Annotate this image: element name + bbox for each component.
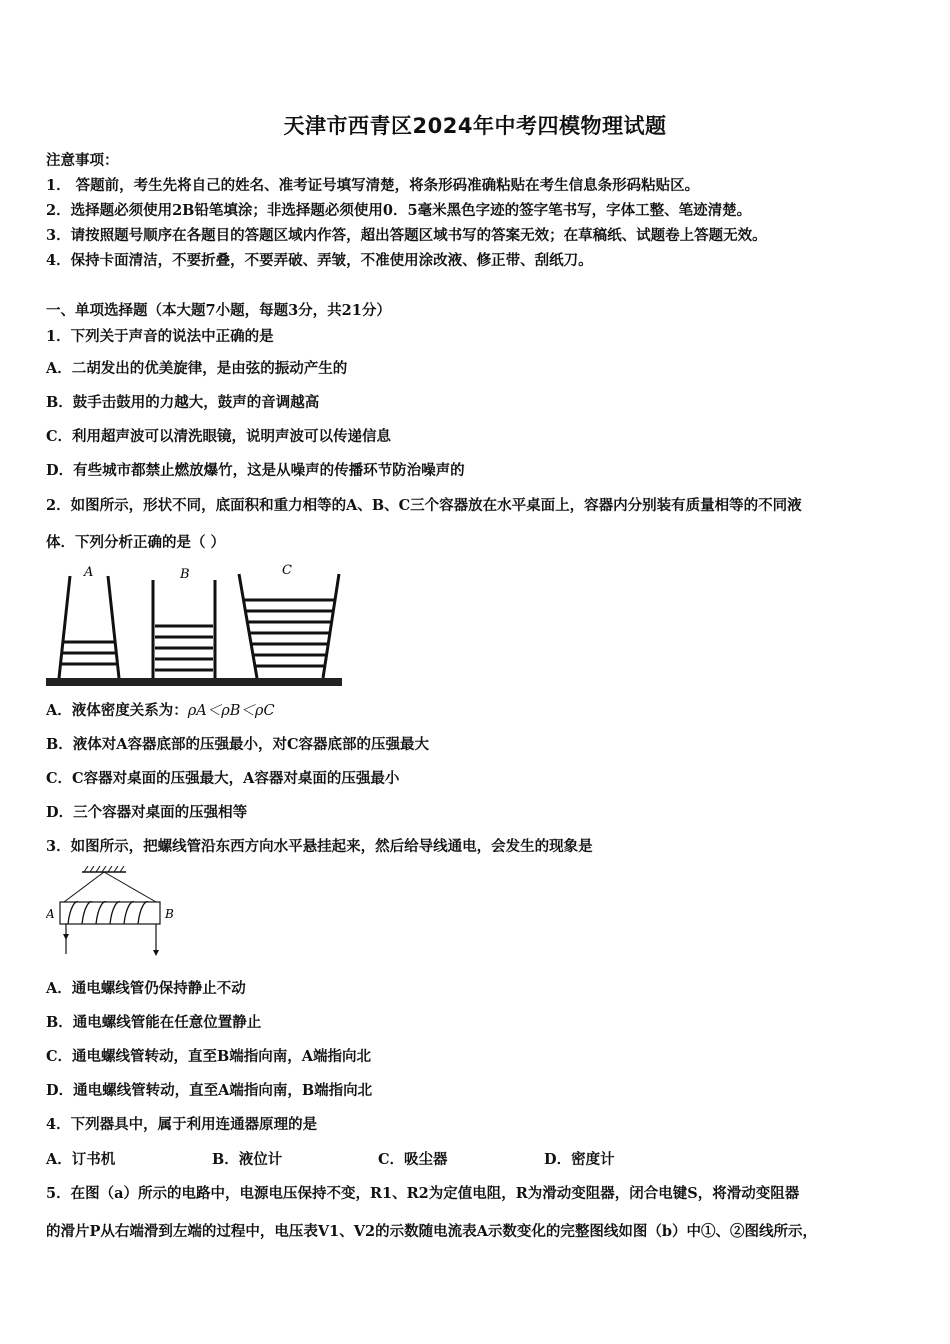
answer-option: D．通电螺线管转动，直至A端指向南，B端指向北 (46, 1082, 373, 1099)
containers-figure (46, 562, 342, 688)
answer-option: C．吸尘器 (378, 1151, 448, 1168)
answer-option: B．液位计 (212, 1151, 283, 1168)
answer-option (46, 701, 275, 721)
answer-option: A．二胡发出的优美旋律，是由弦的振动产生的 (46, 360, 348, 377)
notice-heading: 注意事项： (46, 152, 119, 169)
notice-item: 3．请按照题号顺序在各题目的答题区域内作答，超出答题区域书写的答案无效；在草稿纸、试题卷上答题无效。 (46, 227, 767, 244)
answer-option: A．通电螺线管仍保持静止不动 (46, 980, 246, 997)
end-a-label: A (46, 907, 55, 921)
page-title: 天津市西青区2024年中考四模物理试题 (283, 114, 667, 138)
answer-option: B．通电螺线管能在任意位置静止 (46, 1014, 262, 1031)
container-b (153, 580, 215, 678)
density-relation: ρA＜ρB＜ρC (187, 703, 275, 719)
answer-options-row (46, 1150, 615, 1170)
container-c-label: C (282, 563, 292, 578)
option-prefix: A．液体密度关系为： (46, 702, 188, 719)
section-heading: 一、单项选择题（本大题7小题，每题3分，共21分） (46, 302, 391, 319)
answer-option: A．订书机 (46, 1151, 116, 1168)
container-a (59, 576, 119, 678)
answer-option: C．利用超声波可以清洗眼镜，说明声波可以传递信息 (46, 428, 392, 445)
end-b-label: B (165, 907, 174, 921)
question-stem: 体．下列分析正确的是（ ） (46, 534, 226, 551)
answer-option: B．鼓手击鼓用的力越大，鼓声的音调越高 (46, 394, 320, 411)
notice-item: 2．选择题必须使用2B铅笔填涂；非选择题必须使用0．5毫米黑色字迹的签字笔书写，字体工整、笔迹清楚。 (46, 202, 752, 219)
question-stem: 4．下列器具中，属于利用连通器原理的是 (46, 1116, 318, 1133)
table-surface (46, 678, 342, 686)
solenoid-coil (68, 902, 148, 924)
container-a-label: A (84, 565, 94, 580)
answer-option: D．密度计 (544, 1151, 615, 1168)
answer-option: C．C容器对桌面的压强最大，A容器对桌面的压强最小 (46, 770, 400, 787)
container-c (239, 574, 339, 678)
answer-option: B．液体对A容器底部的压强最小，对C容器底部的压强最大 (46, 736, 430, 753)
container-b-label: B (180, 567, 190, 582)
notice-item: 1． 答题前，考生先将自己的姓名、准考证号填写清楚，将条形码准确粘贴在考生信息条形码粘贴区。 (46, 177, 700, 194)
notice-item: 4．保持卡面清洁，不要折叠，不要弄破、弄皱，不准使用涂改液、修正带、刮纸刀。 (46, 252, 593, 269)
question-stem: 1．下列关于声音的说法中正确的是 (46, 328, 274, 345)
answer-option: D．三个容器对桌面的压强相等 (46, 804, 248, 821)
question-stem: 3．如图所示，把螺线管沿东西方向水平悬挂起来，然后给导线通电，会发生的现象是 (46, 838, 593, 855)
question-stem: 的滑片P从右端滑到左端的过程中，电压表V1、V2的示数随电流表A示数变化的完整图线如图（b）中①、②图线所示， (46, 1223, 817, 1240)
question-stem: 5．在图（a）所示的电路中，电源电压保持不变，R1、R2为定值电阻，R为滑动变阻器，闭合电键S，将滑动变阻器 (46, 1185, 800, 1202)
question-stem: 2．如图所示，形状不同，底面积和重力相等的A、B、C三个容器放在水平桌面上，容器内分别装有质量相等的不同液 (46, 497, 802, 514)
answer-option: D．有些城市都禁止燃放爆竹，这是从噪声的传播环节防治噪声的 (46, 462, 465, 479)
answer-option: C．通电螺线管转动，直至B端指向南，A端指向北 (46, 1048, 372, 1065)
solenoid-figure (46, 866, 180, 962)
